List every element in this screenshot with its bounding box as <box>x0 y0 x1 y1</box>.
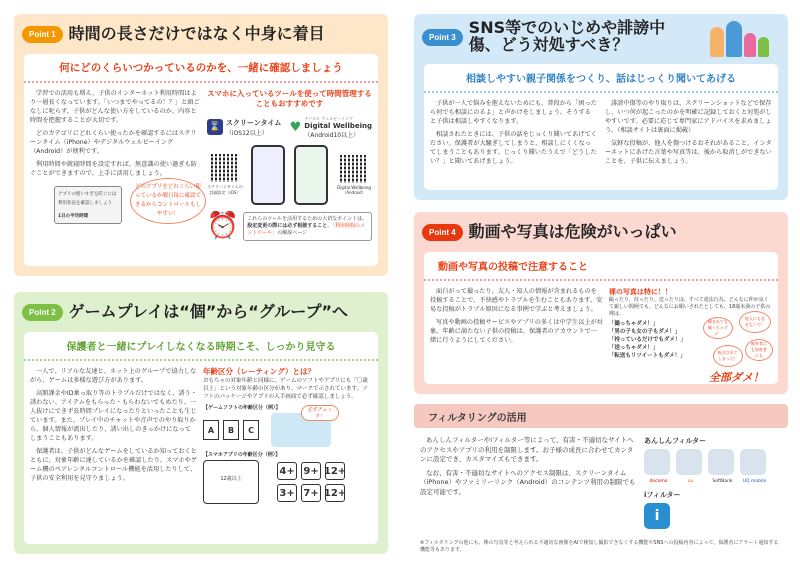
point2-badge: Point 2 <box>22 304 63 321</box>
note-link[interactable]: 「利用時間のコントロール」 <box>247 222 365 236</box>
point4-title: 動画や写真は危険がいっぱい <box>468 221 677 241</box>
family-illustration <box>710 17 780 57</box>
point3-header <box>414 14 788 60</box>
point2-header <box>14 292 388 332</box>
filtering-title: フィルタリングの活用 <box>428 412 527 424</box>
point1-tools <box>207 89 372 241</box>
point1-para-1: 学習での活用も増え、子供のインターネット利用時間はより一層長くなっています。「いつまでやってるの！？」と頭ごなしに叱らず、子供がどんな使い方をしているのか、内容と時間を把握することが大切です。 <box>30 90 200 124</box>
age-note: 12歳以上 <box>220 476 242 482</box>
tool-wellbeing <box>290 115 372 139</box>
bubble-3: 転送されてしまった！ <box>713 345 743 367</box>
game-rating-c: C <box>243 420 259 440</box>
rating-badge-5: 7+ <box>301 484 321 502</box>
point2-para-3: 保護者は、子供がどんなゲームをしているか知っておくとともに、対象年齢に達しているかを確認したり、スマホやゲーム機のペアレンタルコントロール機能を活用したりして、子供の安全利用を見守りましょう。 <box>30 448 197 482</box>
point2-text <box>30 367 197 504</box>
carrier-icons <box>644 449 776 484</box>
rating-badge-4: 3+ <box>277 484 297 502</box>
point3-panel <box>414 14 788 200</box>
point1-header <box>14 14 388 54</box>
phone-illustration-text: アプリの使いすぎを防ぐには利用状況を確認しましょう <box>58 192 117 206</box>
carrier-2: au <box>687 479 694 484</box>
all-no-text: 全部ダメ！ <box>708 371 764 384</box>
carrier-3: SoftBank <box>712 479 733 484</box>
rating-badge-1: 4+ <box>277 462 297 480</box>
note-lead: これらのツールを活用するための大切なポイントは <box>247 215 363 222</box>
point1-badge: Point 1 <box>22 26 63 43</box>
filtering-para-2: なお、有害・不適切なサイトへのアクセス制限は、スクリーンタイム（iPhone）やファミリーリンク（Android）のコンテンツ利用の制限でも設定可能です。 <box>420 468 636 496</box>
heart-icon: ♥ <box>289 119 302 135</box>
softbank-app-icon[interactable] <box>708 449 734 475</box>
hourglass-icon: ⌛ <box>207 119 223 135</box>
filter-apps <box>644 436 776 529</box>
filtering-footnote: ※フィルタリングの他にも、裸の写真等と考えられる不適切な画像をAIで検知し撮影できなくする機能やSNSへの投稿内容によって、保護者にアラート通知する機能等もあります。 <box>420 540 779 553</box>
tool-screentime <box>207 115 281 139</box>
rating-section <box>203 367 372 504</box>
warn-item-4: 「送っちゃダメ！」 <box>608 345 659 351</box>
point1-subtitle: 何にどのくらいつかっているのかを、一緒に確認しましょう <box>24 54 378 83</box>
game-rating-a: A <box>203 420 219 440</box>
point1-text <box>30 89 201 241</box>
point4-header <box>414 212 788 252</box>
warn-item-2: 「男の子も女の子もダメ！」 <box>608 329 681 335</box>
check-bubble: 必ずチェック！ <box>301 405 339 421</box>
point2-para-1: 一人で、リアルな友達と、ネット上のグループで協力しながら、ゲームは多様な遊び方があります。 <box>30 368 197 384</box>
note-link-tail: の解説ページ <box>277 229 308 236</box>
point4-panel <box>414 212 788 394</box>
point3-right-text <box>605 99 772 170</box>
filtering-para-1: あんしんフィルターやiフィルター等によって、有害・不適切なサイトへのアクセスやアプリの利用を制限します。お子様の成長に合わせてカンタンに設定でき、カスタマイズもできます。 <box>420 436 634 463</box>
warn-item-1: 「撮っちゃダメ！」 <box>608 321 659 327</box>
point1-note: ⏰ これらのツールを活用するための大切なポイントは、設定変更の際には必ず相談すること。「利用時間のコントロール」の解説ページ <box>207 211 372 241</box>
family-illustration <box>271 407 333 447</box>
qr1-label: スクリーンタイムの詳細設定（iOS） <box>207 184 243 195</box>
rating-badge-3: 12+ <box>325 462 345 480</box>
qr-code-ios[interactable] <box>211 154 239 182</box>
point3-left-para-2: 相談されたときには、子供の話をじっくり聞いてあげてください。保護者が大騒ぎしてしまうと、相談しにくくなってしまうこともあります。じっくり聞いたうえで「どうしたい？」と聞いてあげましょう。 <box>430 131 597 165</box>
rating-badge-6: 12+ <box>325 484 345 502</box>
qr2-label: Digital Wellbeing（Android） <box>337 184 371 195</box>
bubble-1: 頼まれても撮っちゃダメ！ <box>703 317 733 339</box>
warn-item-3: 「持っているだけでもダメ！」 <box>608 337 686 343</box>
point4-text <box>430 287 603 360</box>
rating-text: おもちゃの対象年齢と同様に、ゲームのソフトやアプリにも「〇歳以上」という対象年齢の区分があり、マークで示されています。ソフトのパッケージやアプリの入手画面で必ず確認しましょう。 <box>203 378 368 400</box>
phone-screentime-icon <box>251 145 285 205</box>
phone-rating-illustration <box>203 460 259 504</box>
filtering-text <box>420 436 638 529</box>
rating-badge-2: 9+ <box>301 462 321 480</box>
carrier-1: docomo <box>649 479 668 484</box>
tool1-sub: （iOS12以上） <box>225 129 268 137</box>
tool2-name: Digital Wellbeing <box>304 122 372 130</box>
bubble-2: 他人にも見せないで！ <box>739 311 771 333</box>
filtering-panel <box>414 404 788 554</box>
phone-illustration-label: 1日の平均時間 <box>58 214 89 219</box>
point2-para-2: 高額課金やID乗っ取り等のトラブルだけではなく、誘う・誘わない、アイテムをもらった・もらわないでもめたり、一人抜けにできず長時間プレイになったりといったことも生じています。また、プレイ中のチャットや音声でのやり取りから、個人情報が流出したり、誘い出しのきっかけになってしまうこともあります。 <box>30 390 197 442</box>
rating-title: 年齢区分（レーティング）とは？ <box>203 367 316 376</box>
app-label: 【スマホアプリの年齢区分（例）】 <box>203 452 281 458</box>
game-rating-b: B <box>223 420 239 440</box>
point1-para-3: 利用時間や就寝時間を設定すれば、無意識の使い過ぎも防ぐことができますので、上手に活用しましょう。 <box>30 161 197 177</box>
tool2-ruby-b: ウェルビーイング <box>321 116 353 121</box>
warn-item-5: 「転送もリツイートもダメ！」 <box>608 353 686 359</box>
docomo-app-icon[interactable] <box>644 449 670 475</box>
point2-subtitle: 保護者と一緒にプレイしなくなる時期こそ、しっかり見守る <box>24 332 378 361</box>
point3-body <box>424 64 778 190</box>
point4-body <box>424 252 778 384</box>
point1-body <box>24 54 378 266</box>
warning-box <box>608 287 772 384</box>
point1-speech-bubble: どのアプリをどれくらい使っているか曜日毎に確認できるからコントロールもしやすい！ <box>130 178 206 224</box>
point3-right-para-2: 気軽な投稿が、他人を傷つけるおそれがあること、インターネットにあげた言葉や写真等は、後から取消しができないことを、子供に伝えましょう。 <box>605 140 772 165</box>
point3-left-para-1: 子供が一人で悩みを抱えないためにも、普段から「困ったら何でも相談にのるよ」と声かけをしましょう。そうすると子供は相談しやすくなります。 <box>430 100 597 125</box>
tool2-sub: （Android10以上） <box>304 132 360 139</box>
au-app-icon[interactable] <box>676 449 702 475</box>
filtering-header <box>414 404 788 428</box>
point1-para-2: どのカテゴリにどれくらい使ったかを確認するにはスクリーンタイム（iPhone）やデジタルウェルビーイング（Android）が便利です。 <box>30 130 197 155</box>
ifilter-app-icon[interactable]: i <box>644 503 670 529</box>
point2-title: ゲームプレイは“個”から“グループ”へ <box>68 301 349 321</box>
point1-title: 時間の長さだけではなく中身に着目 <box>68 23 325 43</box>
qr-code-android[interactable] <box>340 155 368 183</box>
tool1-name: スクリーンタイム <box>225 118 282 127</box>
bubble-4: 被害者にも加害者にも <box>745 339 773 361</box>
warn-text: 撮ったり、持ったり、送ったりは、すべて違法行為。どんなに仲が良くて親しい間柄でも、どんなにお願いされたとしても、18歳未満の子供の裸は、 <box>608 297 771 317</box>
app-ratings <box>203 460 372 504</box>
point3-badge: Point 3 <box>422 29 463 46</box>
phone-illustration <box>54 186 122 224</box>
point4-para-1: 面白がって撮ったり、友人・知人の情報が含まれるものを投稿することで、不快感やトラブルを生むこともあります。安易な投稿がトラブル原因になる事例で学ぶと考えましょう。 <box>430 288 603 313</box>
ifilter-label: iフィルター <box>644 491 681 499</box>
phone-wellbeing-icon <box>294 145 328 205</box>
warn-title: 裸の写真は特に！！ <box>608 288 672 296</box>
point3-left-text <box>430 99 597 170</box>
qr-row <box>207 145 372 205</box>
tool-list <box>207 115 372 139</box>
tool2-ruby-a: デジタル <box>304 116 321 121</box>
point3-title: SNS等でのいじめや誹謗中傷、どう対処すべき？ <box>468 18 666 54</box>
game-label: 【ゲームソフトの年齢区分（例）】 <box>203 405 281 411</box>
point2-panel <box>14 292 388 554</box>
point4-badge: Point 4 <box>422 224 463 241</box>
point2-body <box>24 332 378 544</box>
point1-panel <box>14 14 388 276</box>
point3-subtitle: 相談しやすい親子関係をつくり、話はじっくり聞いてあげる <box>424 64 778 93</box>
point1-tool-heading: スマホに入っているツールを使って時間管理することもおすすめです <box>207 89 372 108</box>
carrier-4: UQ mobile <box>742 479 767 484</box>
anshin-label: あんしんフィルター <box>644 437 707 445</box>
point3-right-para-1: 誹謗中傷等のやり取りは、スクリーンショットなどで保存し、いつ何が起こったのかを明確に記録しておくと対処がしやすいです。必要に応じて専門家にアドバイスを求めましょう。（相談サイトは裏面に掲載） <box>605 100 772 134</box>
uq-app-icon[interactable] <box>740 449 766 475</box>
point4-para-2: 写真や動画の投稿サービスやアプリの多くは中学生以上が対象。年齢に満たない子供の投稿は、保護者のアカウントで一緒に行うようにしてください。 <box>430 319 603 344</box>
note-bold: 設定変更の際には必ず相談すること <box>247 222 328 229</box>
clock-icon: ⏰ <box>206 211 240 241</box>
point4-subtitle: 動画や写真の投稿で注意すること <box>424 252 778 281</box>
